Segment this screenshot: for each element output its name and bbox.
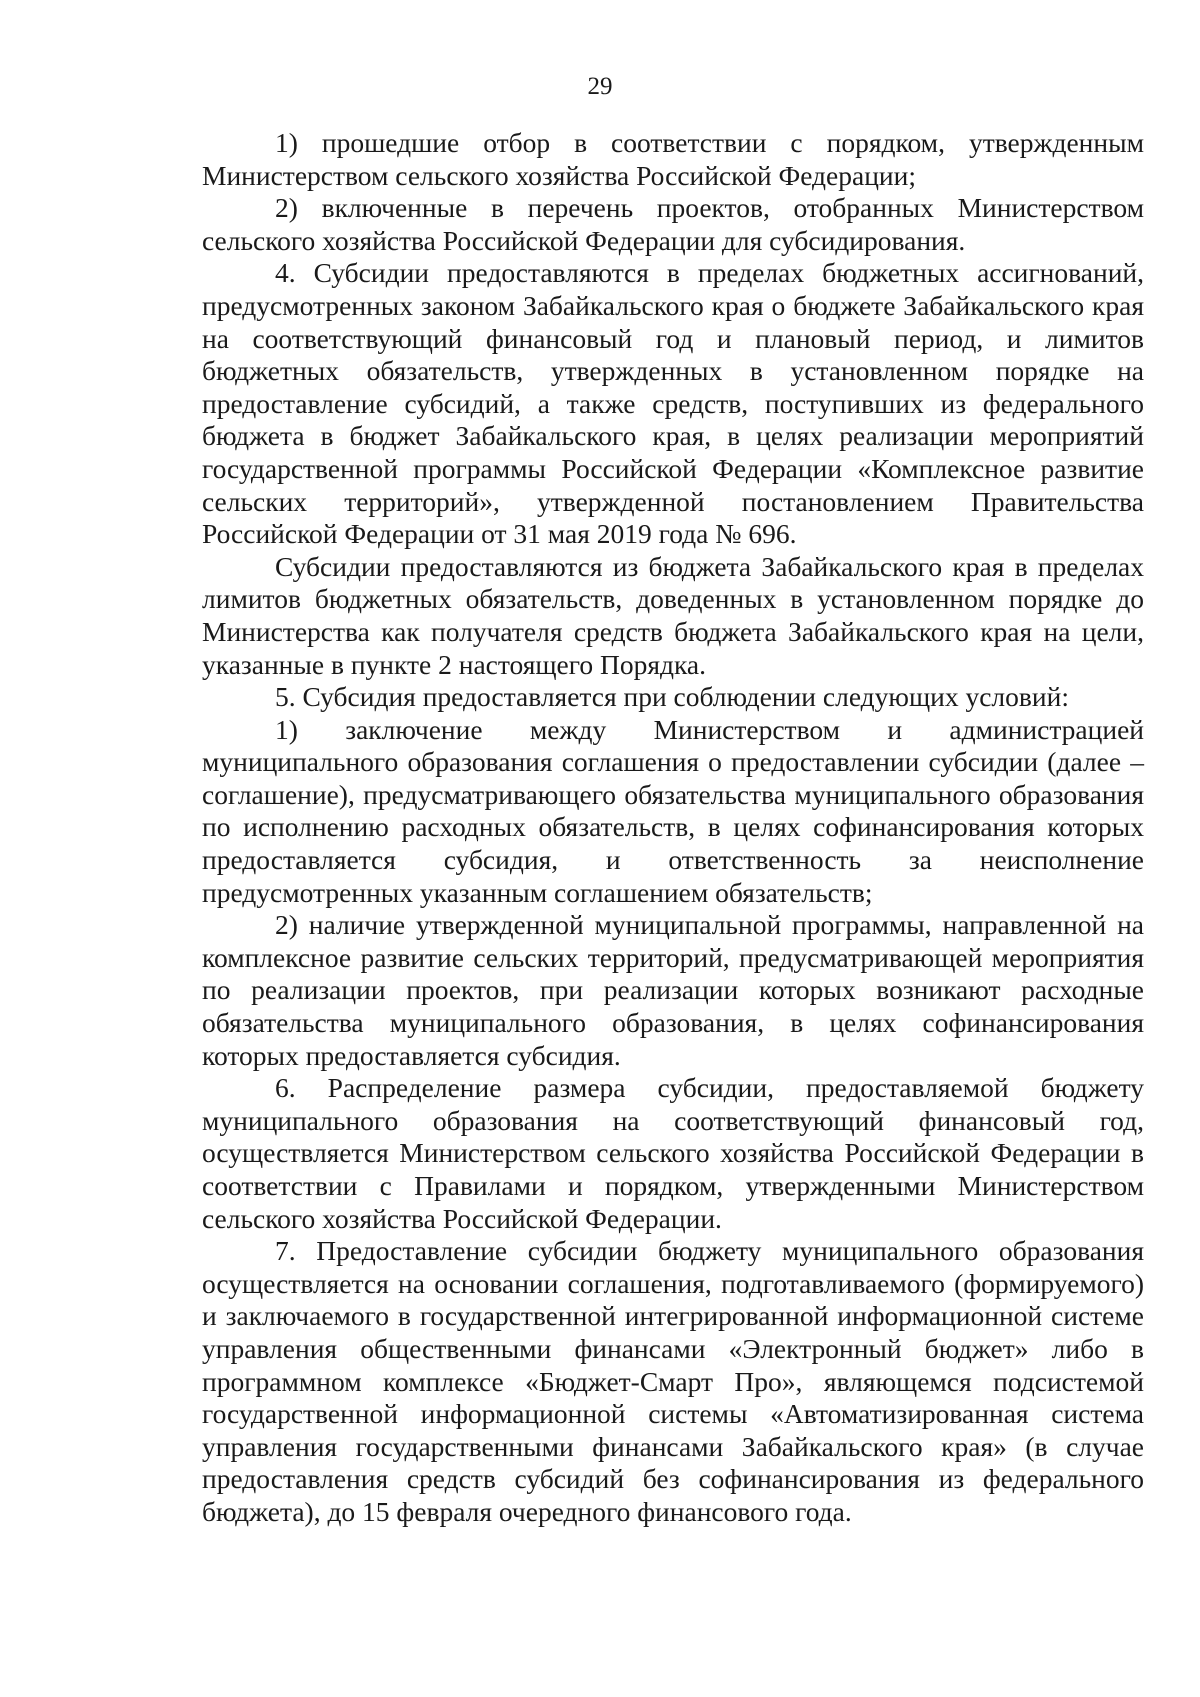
paragraph-section-4: 4. Субсидии предоставляются в пределах бюджетных ассигнований, предусмотренных законом Забайкальского края о бюджете Забайкальского края на соответствующий финансовый год и плановый период, и лимитов бюджетных обязательств, утвержденных в установленном порядке на предоставление субсидий, а также средств, поступивших из федерального бюджета в бюджет Забайкальского края, в целях реализации мероприятий государственной программы Российской Федерации «Комплексное развитие сельских территорий», утвержденной постановлением Правительства Российской Федерации от 31 мая 2019 года № 696. bbox=[202, 257, 1144, 550]
document-body bbox=[202, 127, 1144, 1529]
paragraph-section-7: 7. Предоставление субсидии бюджету муниципального образования осуществляется на основании соглашения, подготавливаемого (формируемого) и заключаемого в государственной интегрированной информационной системе управления общественными финансами «Электронный бюджет» либо в программном комплексе «Бюджет-Смарт Про», являющемся подсистемой государственной информационной системы «Автоматизированная система управления государственными финансами Забайкальского края» (в случае предоставления средств субсидий без софинансирования из федерального бюджета), до 15 февраля очередного финансового года. bbox=[202, 1235, 1144, 1527]
paragraph-section-6: 6. Распределение размера субсидии, предоставляемой бюджету муниципального образования на соответствующий финансовый год, осуществляется Министерством сельского хозяйства Российской Федерации в соответствии с Правилами и порядком, утвержденными Министерством сельского хозяйства Российской Федерации. bbox=[202, 1072, 1144, 1234]
page-number: 29 bbox=[587, 73, 613, 100]
paragraph-condition-1: 1) заключение между Министерством и администрацией муниципального образования соглашения о предоставлении субсидии (далее – соглашение), предусматривающего обязательства муниципального образования по исполнению расходных обязательств, в целях софинансирования которых предоставляется субсидия, и ответственность за неисполнение предусмотренных указанным соглашением обязательств; bbox=[202, 713, 1144, 908]
paragraph-section-5: 5. Субсидия предоставляется при соблюдении следующих условий: bbox=[275, 681, 1069, 713]
paragraph-subsidies-limits: Субсидии предоставляются из бюджета Забайкальского края в пределах лимитов бюджетных обязательств, доведенных в установленном порядке до Министерства как получателя средств бюджета Забайкальского края на цели, указанные в пункте 2 настоящего Порядка. bbox=[202, 550, 1144, 680]
paragraph-item-1: 1) прошедшие отбор в соответствии с порядком, утвержденным Министерством сельского хозяйства Российской Федерации; bbox=[202, 127, 1144, 191]
paragraph-condition-2: 2) наличие утвержденной муниципальной программы, направленной на комплексное развитие сельских территорий, предусматривающей мероприятия по реализации проектов, при реализации которых возникают расходные обязательства муниципального образования, в целях софинансирования которых предоставляется субсидия. bbox=[202, 909, 1144, 1071]
paragraph-item-2: 2) включенные в перечень проектов, отобранных Министерством сельского хозяйства Российской Федерации для субсидирования. bbox=[202, 192, 1144, 256]
